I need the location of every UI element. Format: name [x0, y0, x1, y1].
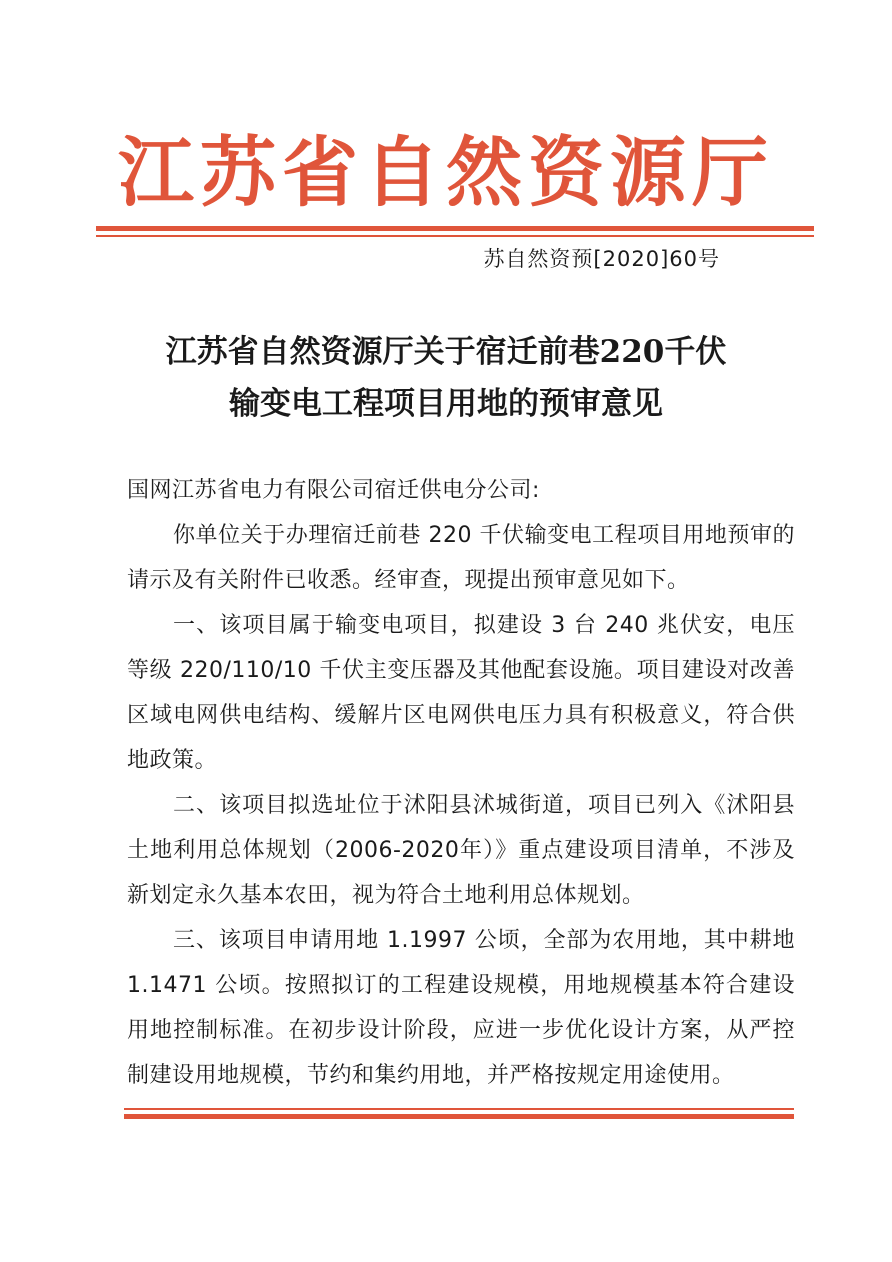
document-title-line-1: 江苏省自然资源厅关于宿迁前巷220千伏	[165, 334, 727, 370]
document-body	[127, 468, 795, 1098]
addressee: 国网江苏省电力有限公司宿迁供电分公司:	[127, 478, 540, 503]
document-number: 苏自然资预[2020]60号	[483, 247, 720, 271]
footer-divider	[124, 1108, 794, 1119]
body-paragraph: 三、该项目申请用地 1.1997 公顷，全部为农用地，其中耕地 1.1471 公顷。按照拟订的工程建设规模，用地规模基本符合建设用地控制标准。在初步设计阶段，应进一步优化设计方案，从严控制建设用地规模，节约和集约用地，并严格按规定用途使用。	[127, 928, 795, 1088]
divider-thin-line	[96, 235, 814, 237]
body-paragraph: 你单位关于办理宿迁前巷 220 千伏输变电工程项目用地预审的请示及有关附件已收悉。经审查，现提出预审意见如下。	[127, 523, 795, 593]
letterhead-divider	[96, 226, 814, 237]
document-title	[0, 326, 892, 430]
divider-thin-line	[124, 1108, 794, 1110]
document-title-line-2: 输变电工程项目用地的预审意见	[229, 386, 663, 422]
divider-thick-line	[124, 1114, 794, 1119]
agency-letterhead: 江苏省自然资源厅	[118, 128, 774, 217]
divider-thick-line	[96, 226, 814, 231]
body-paragraph: 一、该项目属于输变电项目，拟建设 3 台 240 兆伏安，电压等级 220/110/10 千伏主变压器及其他配套设施。项目建设对改善区域电网供电结构、缓解片区电网供电压力具有积极意义，符合供地政策。	[127, 613, 795, 773]
body-paragraph: 二、该项目拟选址位于沭阳县沭城街道，项目已列入《沭阳县土地利用总体规划（2006-2020年）》重点建设项目清单，不涉及新划定永久基本农田，视为符合土地利用总体规划。	[127, 793, 795, 908]
